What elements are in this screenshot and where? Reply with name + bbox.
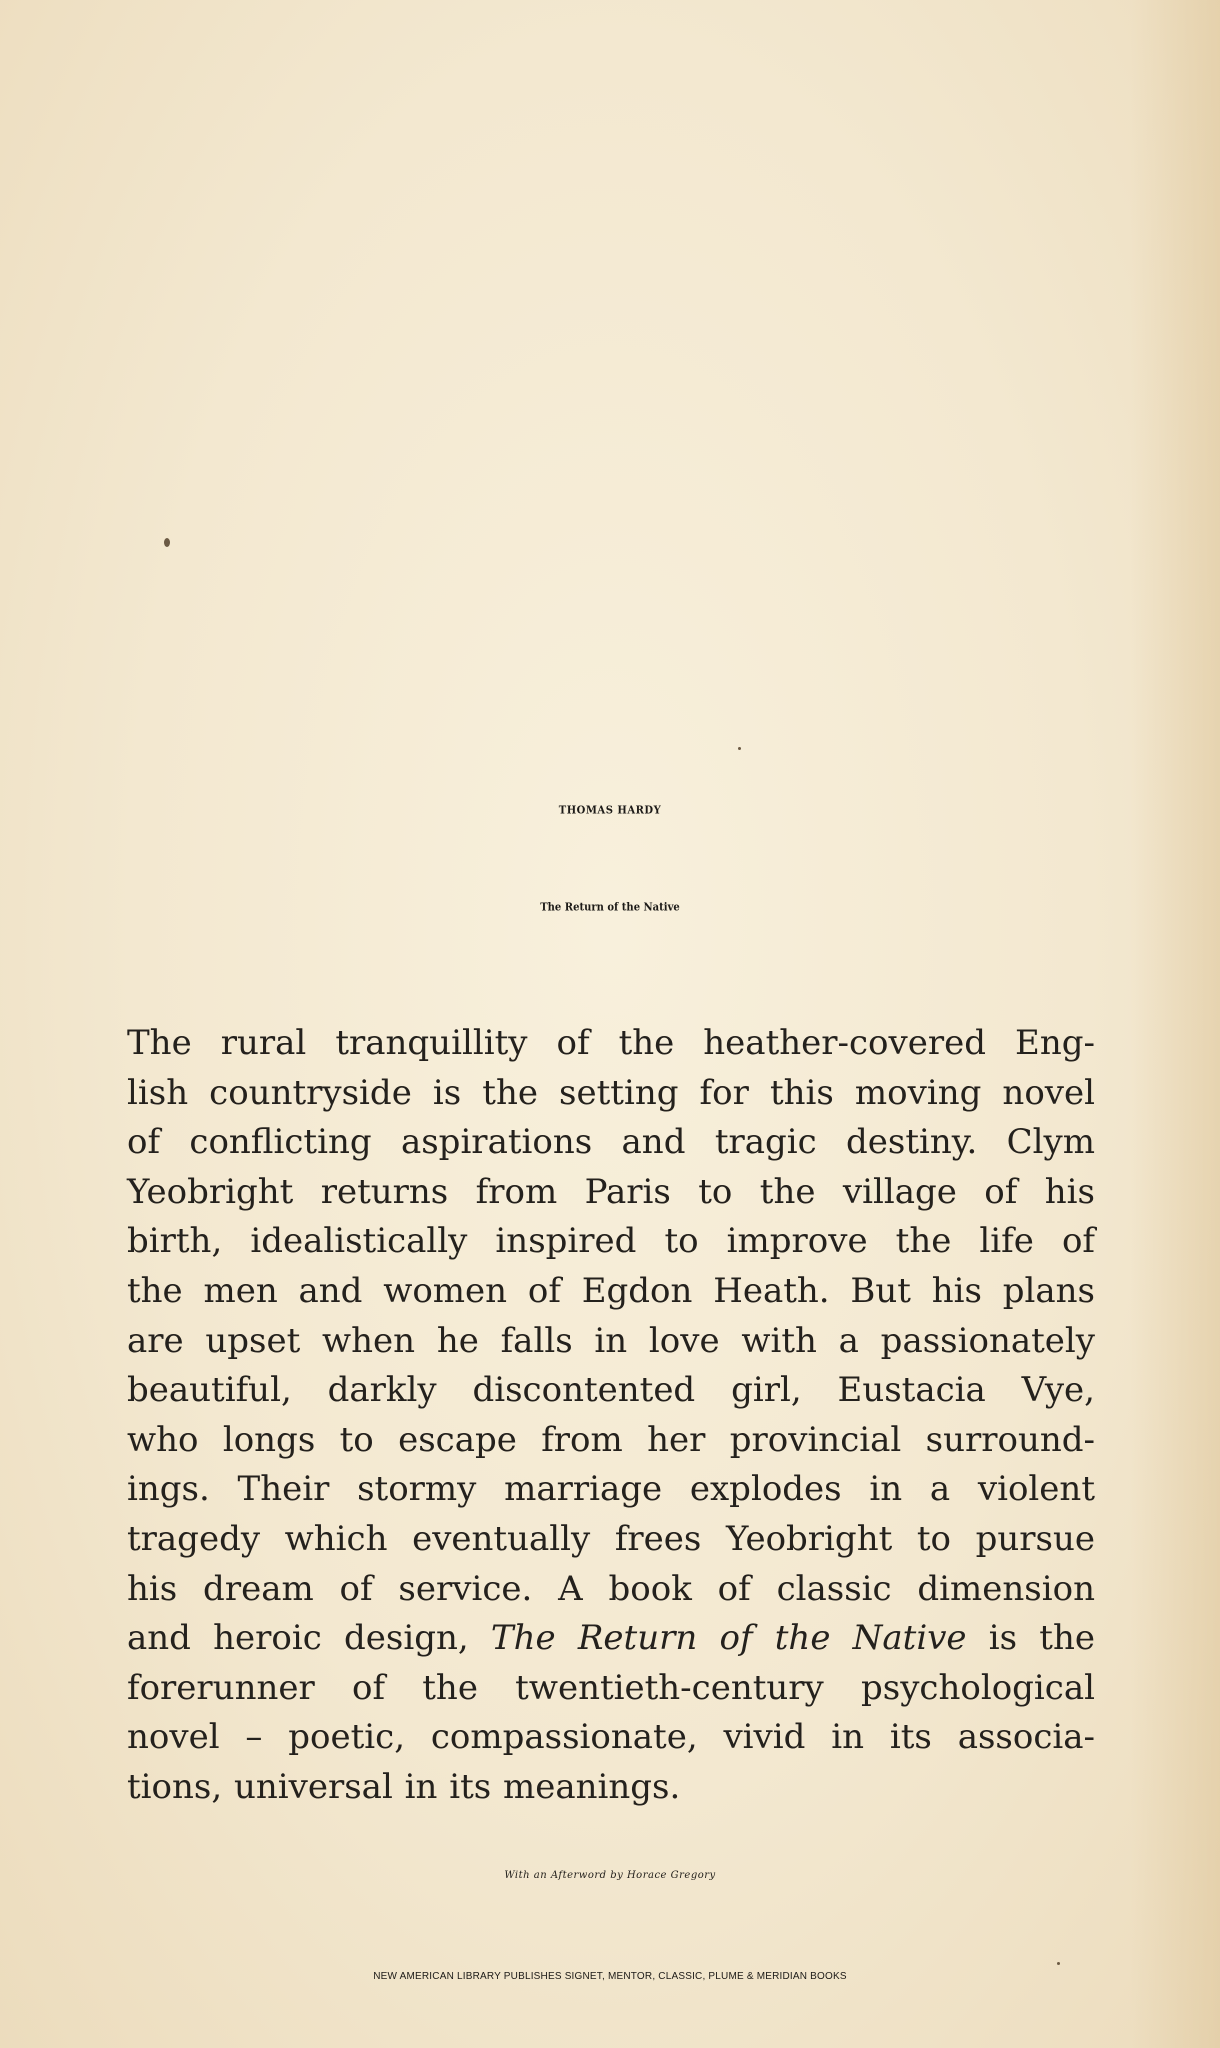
blurb-line: forerunner of the twentieth-century psychological [127, 1667, 1095, 1708]
blurb-line: lish countryside is the setting for this moving novel [127, 1072, 1095, 1113]
paper-speck [738, 747, 741, 750]
blurb-line: beautiful, darkly discontented girl, Eustacia Vye, [127, 1370, 1095, 1411]
book-title: The Return of the Native [540, 901, 680, 914]
blurb-line: novel – poetic, compassionate, vivid in its associa- [127, 1717, 1095, 1758]
blurb-line: the men and women of Egdon Heath. But his plans [127, 1270, 1095, 1311]
blurb-line: are upset when he falls in love with a passionately [127, 1320, 1095, 1361]
blurb-text: and heroic design, [127, 1618, 469, 1659]
paper-speck [164, 538, 170, 547]
blurb-line: who longs to escape from her provincial surround- [127, 1419, 1095, 1460]
blurb-line: Yeobright returns from Paris to the village of his [127, 1171, 1095, 1212]
author-name: THOMAS HARDY [558, 804, 662, 817]
blurb-paragraph [127, 1019, 1095, 1813]
blurb-line-with-title [127, 1614, 1095, 1664]
blurb-text: is the [988, 1618, 1095, 1659]
blurb-line: The rural tranquillity of the heather-covered Eng- [127, 1023, 1095, 1063]
blurb-line: ings. Their stormy marriage explodes in a violent [127, 1469, 1095, 1510]
afterword-credit: With an Afterword by Horace Gregory [504, 1870, 716, 1881]
blurb-line: tions, universal in its meanings. [127, 1766, 681, 1807]
blurb-italic-title: The Return of the Native [490, 1618, 967, 1659]
blurb-line: birth, idealistically inspired to improve the life of [127, 1221, 1095, 1262]
paper-edge-shading [1130, 0, 1220, 2048]
blurb-line: of conflicting aspirations and tragic destiny. Clym [127, 1122, 1095, 1163]
blurb-line: his dream of service. A book of classic dimension [127, 1568, 1095, 1609]
publisher-line: NEW AMERICAN LIBRARY PUBLISHES SIGNET, MENTOR, CLASSIC, PLUME & MERIDIAN BOOKS [373, 1971, 847, 1982]
blurb-line: tragedy which eventually frees Yeobright to pursue [127, 1518, 1095, 1559]
